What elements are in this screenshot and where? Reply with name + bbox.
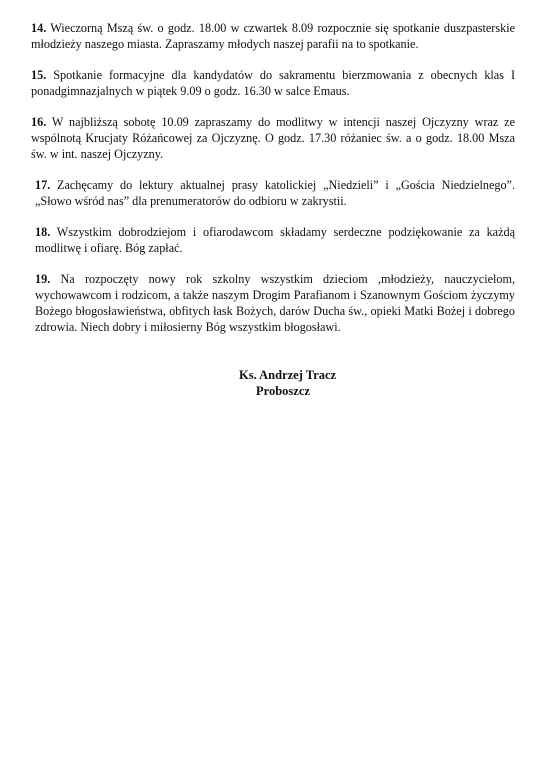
- announcement-number: 16.: [31, 115, 47, 129]
- announcement-number: 14.: [31, 21, 47, 35]
- announcement-number: 15.: [31, 68, 47, 82]
- announcement-19: [31, 271, 515, 335]
- announcement-text: W najbliższą sobotę 10.09 zapraszamy do modlitwy w intencji naszej Ojczyzny wraz ze wspólnotą Krucjaty Różańcowej za Ojczyznę. O godz. 17.30 różaniec św. a o godz. 18.00 Msza św. w int. naszej Ojczyzny.: [31, 115, 516, 161]
- announcement-18: [31, 224, 515, 256]
- announcement-number: 17.: [35, 178, 51, 192]
- announcement-16: [31, 114, 515, 162]
- announcement-15: [31, 67, 515, 99]
- announcement-number: 18.: [35, 225, 51, 239]
- announcement-number: 19.: [35, 272, 51, 286]
- announcement-text: Wieczorną Mszą św. o godz. 18.00 w czwartek 8.09 rozpocznie się spotkanie duszpasterskie młodzieży naszego miasta. Zapraszamy młodych naszej parafii na to spotkanie.: [31, 21, 516, 51]
- announcement-17: [31, 177, 515, 209]
- signature-block: [31, 367, 515, 399]
- announcement-text: Na rozpoczęty nowy rok szkolny wszystkim dzieciom ,młodzieży, nauczycielom, wychowawcom i rodzicom, a także naszym Drogim Parafianom i Szanownym Gościom życzymy Bożego błogosławieństwa, obfitych łask Bożych, darów Ducha św., opieki Matki Bożej i dobrego zdrowia. Niech dobry i miłosierny Bóg wszystkim błogosławi.: [35, 272, 516, 334]
- announcement-text: Spotkanie formacyjne dla kandydatów do sakramentu bierzmowania z obecnych klas I ponadgimnazjalnych w piątek 9.09 o godz. 16.30 w salce Emaus.: [31, 68, 516, 98]
- signature-name: Ks. Andrzej Tracz: [239, 368, 337, 382]
- announcement-14: [31, 20, 515, 52]
- announcement-text: Zachęcamy do lektury aktualnej prasy katolickiej „Niedzieli” i „Gościa Niedzielnego”. „Słowo wśród nas” dla prenumeratorów do odbioru w zakrystii.: [35, 178, 516, 208]
- signature-role: Proboszcz: [256, 384, 310, 398]
- announcement-text: Wszystkim dobrodziejom i ofiarodawcom składamy serdeczne podziękowanie za każdą modlitwę i ofiarę. Bóg zapłać.: [35, 225, 516, 255]
